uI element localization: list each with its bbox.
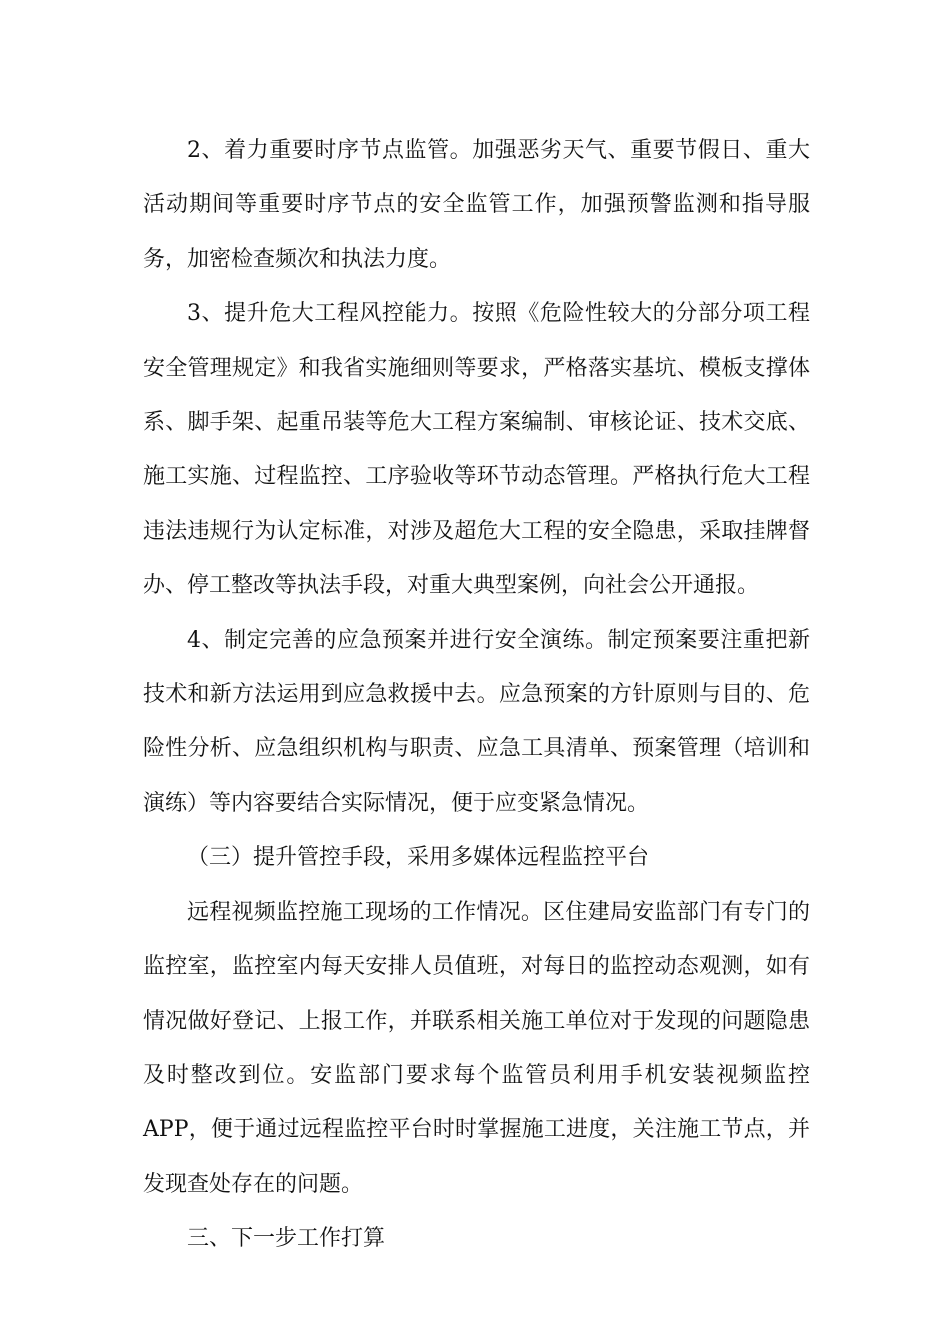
paragraph-remote-monitoring: 远程视频监控施工现场的工作情况。区住建局安监部门有专门的监控室，监控室内每天安排人员值班，对每日的监控动态观测，如有情况做好登记、上报工作，并联系相关施工单位对于发现的问题隐患及时整改到位。安监部门要求每个监管员利用手机安装视频监控APP，便于通过远程监控平台时时掌握施工进度，关注施工节点，并发现查处存在的问题。 — [143, 899, 810, 1197]
paragraph-item-3: 3、提升危大工程风控能力。按照《危险性较大的分部分项工程安全管理规定》和我省实施细则等要求，严格落实基坑、模板支撑体系、脚手架、起重吊装等危大工程方案编制、审核论证、技术交底、施工实施、过程监控、工序验收等环节动态管理。严格执行危大工程违法违规行为认定标准，对涉及超危大工程的安全隐患，采取挂牌督办、停工整改等执法手段，对重大典型案例，向社会公开通报。 — [143, 301, 810, 599]
subsection-heading: （三）提升管控手段，采用多媒体远程监控平台 — [187, 845, 650, 871]
paragraph-item-4: 4、制定完善的应急预案并进行安全演练。制定预案要注重把新技术和新方法运用到应急救援中去。应急预案的方针原则与目的、危险性分析、应急组织机构与职责、应急工具清单、预案管理（培训和演练）等内容要结合实际情况，便于应变紧急情况。 — [143, 627, 810, 816]
section-heading: 三、下一步工作打算 — [187, 1226, 386, 1252]
document-body — [143, 124, 810, 1267]
paragraph-item-2: 2、着力重要时序节点监管。加强恶劣天气、重要节假日、重大活动期间等重要时序节点的安全监管工作，加强预警监测和指导服务，加密检查频次和执法力度。 — [143, 138, 810, 272]
